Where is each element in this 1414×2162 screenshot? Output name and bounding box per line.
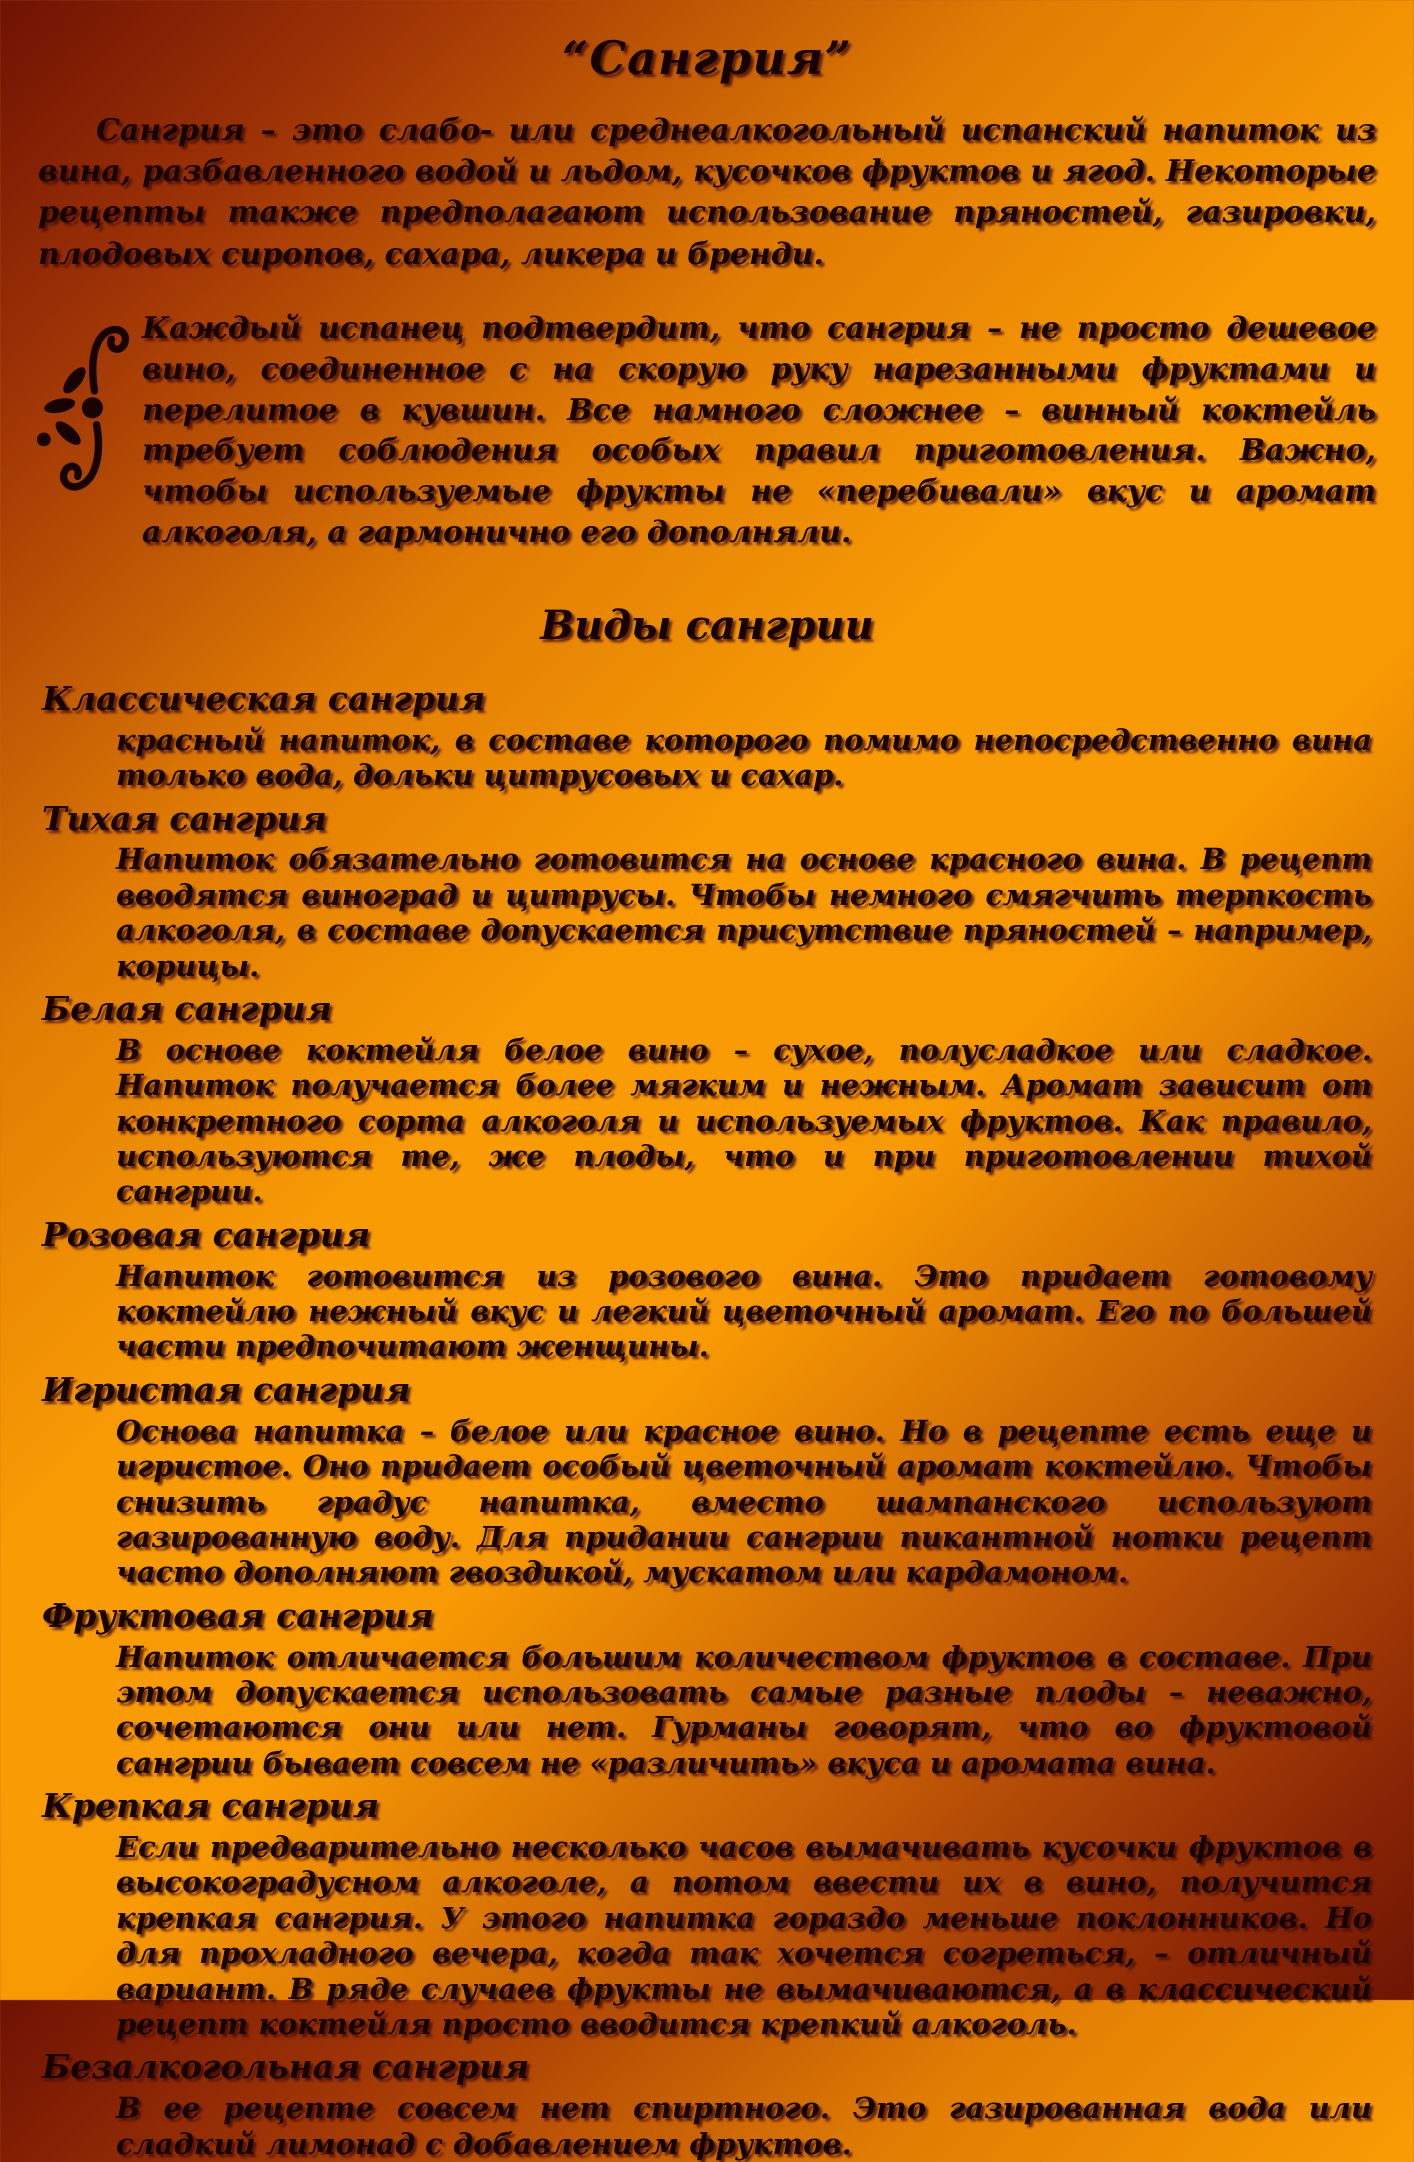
section (0, 1597, 1414, 1781)
section-body: красный напиток, в составе которого помимо непосредственно вина только вода, дольки цитрусовых и сахар. (116, 722, 1372, 793)
section (0, 1787, 1414, 2042)
section-heading: Крепкая сангрия (42, 1786, 379, 1826)
section-body: Напиток обязательно готовится на основе красного вина. В рецепт вводятся виноград и цитрусы. Чтобы немного смягчить терпкость алкоголя, в составе допускается присутствие пряностей – например, корицы. (116, 842, 1372, 983)
section (0, 2048, 1414, 2162)
section-heading: Классическая сангрия (42, 678, 486, 718)
section-body: Если предварительно несколько часов вымачивать кусочки фруктов в высокоградусном алкоголе, а потом ввести их в вино, получится крепкая сангрия. У этого напитка гораздо меньше поклонников. Но для прохладного вечера, когда так хочется согреться, – отличный вариант. В ряде случаев фрукты не вымачиваются, а в классический рецепт коктейля просто вводится крепкий алкоголь. (116, 1830, 1372, 2041)
section-body: Напиток отличается большим количеством фруктов в составе. При этом допускается использовать самые разные плоды – неважно, сочетаются они или нет. Гурманы говорят, что во фруктовой сангрии бывает совсем не «различить» вкуса и аромата вина. (116, 1639, 1372, 1780)
section-list-title: Виды сангрии (540, 601, 874, 649)
floral-flourish-icon (30, 309, 142, 511)
section-heading: Игристая сангрия (42, 1369, 411, 1409)
section (0, 1371, 1414, 1591)
section-body: Напиток готовится из розового вина. Это придает готовому коктейлю нежный вкус и легкий цветочный аромат. Его по большей части предпочитают женщины. (116, 1258, 1372, 1364)
section-heading: Белая сангрия (42, 988, 332, 1028)
section (0, 800, 1414, 984)
section-body: В ее рецепте совсем нет спиртного. Это газированная вода или сладкий лимонад с добавлением фруктов. (116, 2091, 1372, 2161)
section-heading: Фруктовая сангрия (42, 1595, 434, 1635)
section-body: В основе коктейля белое вино – сухое, полусладкое или сладкое. Напиток получается более мягким и нежным. Аромат зависит от конкретного сорта алкоголя и используемых фруктов. Как правило, используются те, же плоды, что и при приготовлении тихой сангрии. (116, 1032, 1372, 1209)
intro-paragraph: Сангрия – это слабо- или среднеалкогольный испанский напиток из вина, разбавленного водой и льдом, кусочков фруктов и ягод. Некоторые рецепты также предполагают использование пряностей, газировки, плодовых сиропов, сахара, ликера и бренди. (38, 112, 1376, 272)
page-title: “Сангрия” (562, 31, 852, 85)
quote-paragraph: Каждый испанец подтвердит, что сангрия – не просто дешевое вино, соединенное с на скорую руку нарезанными фруктами и перелитое в кувшин. Все намного сложнее – винный коктейль требует соблюдения особых правил приготовления. Важно, чтобы используемые фрукты не «перебивали» вкус и аромат алкоголя, а гармонично его дополняли. (142, 311, 1376, 551)
section (0, 990, 1414, 1210)
section-body: Основа напитка – белое или красное вино. Но в рецепте есть еще и игристое. Оно придает особый цветочный аромат коктейлю. Чтобы снизить градус напитка, вместо шампанского используют газированную воду. Для придании сангрии пикантной нотки рецепт часто дополняют гвоздикой, мускатом или кардамоном. (116, 1413, 1372, 1590)
section-heading: Розовая сангрия (42, 1214, 371, 1254)
section-heading: Тихая сангрия (42, 798, 327, 838)
section (0, 1216, 1414, 1365)
sections (0, 680, 1414, 2162)
section-heading: Безалкогольная сангрия (42, 2047, 530, 2087)
quote-block (30, 309, 1376, 554)
section (0, 680, 1414, 794)
